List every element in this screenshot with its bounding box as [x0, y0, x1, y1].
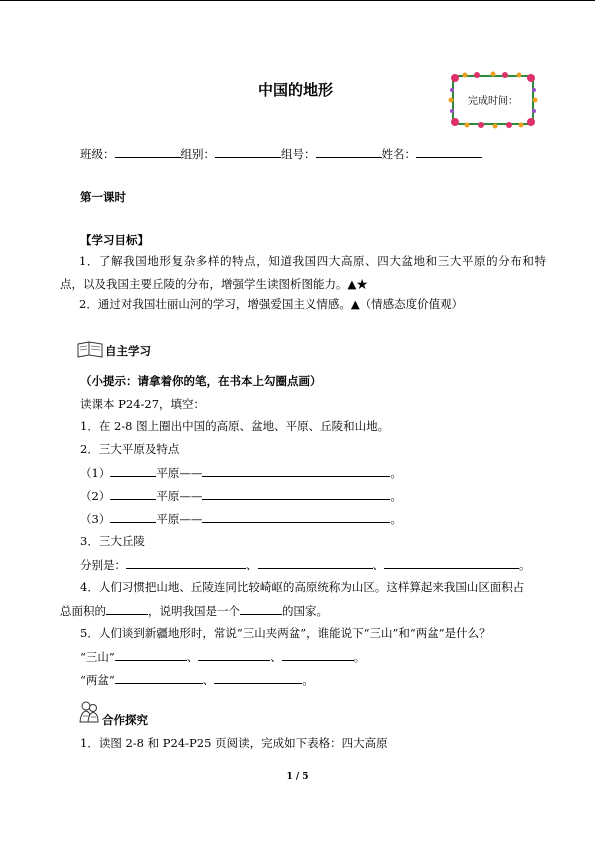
book-icon [76, 340, 104, 358]
question-4-line-1: 4．人们习惯把山地、丘陵连同比较崎岖的高原统称为山区。这样算起来我国山区面积占 [80, 580, 525, 594]
plain-line-3: （3） 平原—— 。 [80, 512, 402, 526]
plain-feature-blank-3[interactable] [202, 510, 390, 523]
plain-name-blank-2[interactable] [110, 487, 156, 500]
basin-blank-2[interactable] [214, 671, 302, 684]
hill-blank-1[interactable] [126, 556, 246, 569]
stamp-text: 完成时间： [468, 96, 518, 107]
plain-line-1: （1） 平原—— 。 [80, 466, 402, 480]
group-number-blank[interactable] [316, 145, 382, 158]
question-2: 2．三大平原及特点 [80, 442, 180, 456]
group-blank[interactable] [215, 145, 281, 158]
name-blank[interactable] [416, 145, 482, 158]
page-title: 中国的地形 [258, 81, 334, 99]
group-label: 组别： [180, 147, 215, 161]
lesson-label: 第一课时 [80, 190, 126, 204]
class-label: 班级： [80, 147, 115, 161]
question-5: 5．人们谈到新疆地形时，常说“三山夹两盆”，谁能说下“三山”和“两盆”是什么？ [80, 626, 491, 640]
reading-instruction: 读课本 P24-27，填空： [80, 397, 206, 411]
question-4-line-2: 总面积的 ，说明我国是一个 的国家。 [60, 604, 328, 618]
page-number: 1 / 5 [286, 772, 309, 782]
question-1: 1．在 2-8 图上圈出中国的高原、盆地、平原、丘陵和山地。 [80, 419, 390, 433]
basin-blank-1[interactable] [115, 671, 203, 684]
top-rule [0, 0, 595, 1]
mountain-blank-2[interactable] [198, 648, 270, 661]
hills-line: 分别是： 、 、 。 [80, 558, 531, 572]
objective-item-2: 2．通过对我国壮丽山河的学习，增强爱国主义情感。▲（情感态度价值观） [79, 297, 464, 311]
name-label: 姓名： [381, 147, 416, 161]
three-mountains-line: “三山” 、 、 。 [80, 650, 366, 664]
hill-blank-2[interactable] [258, 556, 373, 569]
objective-item-1: 1．了解我国地形复杂多样的特点，知道我国四大高原、四大盆地和三大平原的分布和特点，以及我国主要丘陵的分布，增强学生读图析图能力。▲★ [60, 254, 546, 291]
cooperation-question-1: 1．读图 2-8 和 P24-P25 页阅读，完成如下表格：四大高原 [80, 736, 388, 750]
plain-name-blank-3[interactable] [110, 510, 156, 523]
hill-blank-3[interactable] [384, 556, 519, 569]
question-3: 3．三大丘陵 [80, 534, 145, 548]
plain-feature-blank-2[interactable] [202, 487, 390, 500]
objectives-heading: 【学习目标】 [80, 233, 149, 247]
discussion-icon [78, 700, 100, 724]
cooperation-heading: 合作探究 [102, 713, 148, 727]
self-study-tip: （小提示：请拿着你的笔，在书本上勾圈点画） [80, 374, 322, 388]
class-blank[interactable] [115, 145, 181, 158]
mountain-area-blank[interactable] [106, 602, 148, 615]
country-type-blank[interactable] [240, 602, 282, 615]
group-number-label: 组号： [281, 147, 316, 161]
plain-line-2: （2） 平原—— 。 [80, 489, 402, 503]
info-row [80, 145, 482, 162]
plain-name-blank-1[interactable] [110, 464, 156, 477]
mountain-blank-1[interactable] [115, 648, 187, 661]
two-basins-line: “两盆” 、 。 [80, 673, 314, 687]
completion-time-stamp [447, 70, 539, 130]
self-study-heading: 自主学习 [105, 344, 151, 358]
plain-feature-blank-1[interactable] [202, 464, 390, 477]
mountain-blank-3[interactable] [282, 648, 354, 661]
